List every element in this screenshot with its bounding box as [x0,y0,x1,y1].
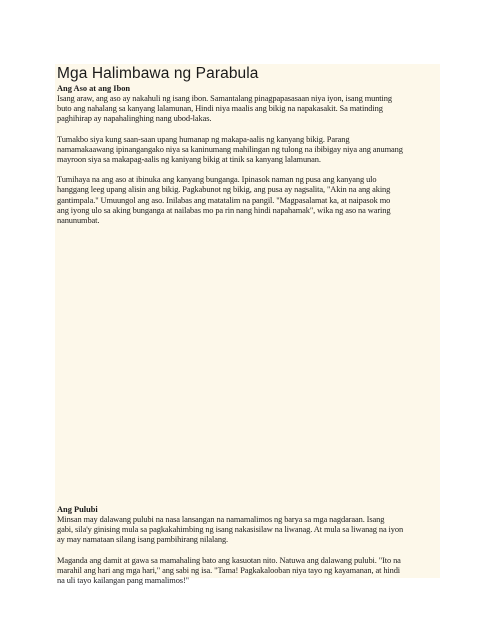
text-line: ay may namataan silang isang pambihirang nilalang. [57,535,229,545]
text-line: nanunumbat. [57,216,100,226]
text-line: Minsan may dalawang pulubi na nasa lansangan na namamalimos ng barya sa mga nagdaraan. Isang [57,515,385,524]
text-line: mayroon siya sa makapag-aalis ng kaniyang bikig at tinik sa kanyang lalamunan. [57,155,321,165]
paragraph [57,515,439,546]
paragraph [57,556,439,587]
section-heading: Ang Pulubi [57,505,98,514]
text-line: Tumihaya na ang aso at ibinuka ang kanyang bunganga. Ipinasok naman ng pusa ang kanyang ulo [57,175,377,185]
text-line: Isang araw, ang aso ay nakahuli ng isang ibon. Samantalang pinagpapasasaan niya iyon, isang munting [57,94,392,103]
text-line: buto ang nahalang sa kanyang lalamunan, Hindi niya maalis ang bikig na napakasakit. Sa matinding [57,104,383,114]
paragraph [57,135,439,166]
text-line: ang iyong ulo sa aking bunganga at nailabas mo pa rin nang hindi napahamak", wika ng aso na waring [57,205,391,215]
section-heading: Ang Aso at ang Ibon [57,84,131,93]
page-title: Mga Halimbawa ng Parabula [57,65,259,82]
text-line: paghihirap ay napahalinghing nang ubod-lakas. [57,114,212,124]
text-line: hanggang leeg upang alisin ang bikig. Pagkabunot ng bikig, ang pusa ay nagsalita, "Akin na ang aking [57,185,391,195]
text-line: na uli tayo kailangan pang mamalimos!" [57,576,189,586]
text-line: gantimpala." Umuungol ang aso. Inilabas ang matatalim na pangil. "Magpasalamat ka, at naipasok mo [57,195,391,205]
text-line: Maganda ang damit at gawa sa mamahaling bato ang kasuotan nito. Natuwa ang dalawang pulubi. "Ito na [57,555,401,565]
section-aso-at-ibon [57,84,439,226]
text-line: namamakaawang ipinangangako niya sa kaninumang mahilingan ng tulong na ibibigay niya ang anumang [57,144,403,154]
paragraph [57,175,439,226]
text-line: Tumakbo siya kung saan-saan upang humanap ng makapa-aalis ng kanyang bikig. Parang [57,134,350,144]
document-page [55,64,440,586]
section-pulubi [57,505,439,586]
text-line: marahil ang hari ang mga hari," ang sabi ng isa. "Tama! Pagkakalooban niya tayo ng kayamanan, at hindi [57,565,401,575]
paragraph [57,94,439,125]
text-line: gabi, sila'y ginising mula sa pagkakahimbing ng isang nakasisilaw na liwanag. At mula sa liwanag na iyon [57,525,404,535]
